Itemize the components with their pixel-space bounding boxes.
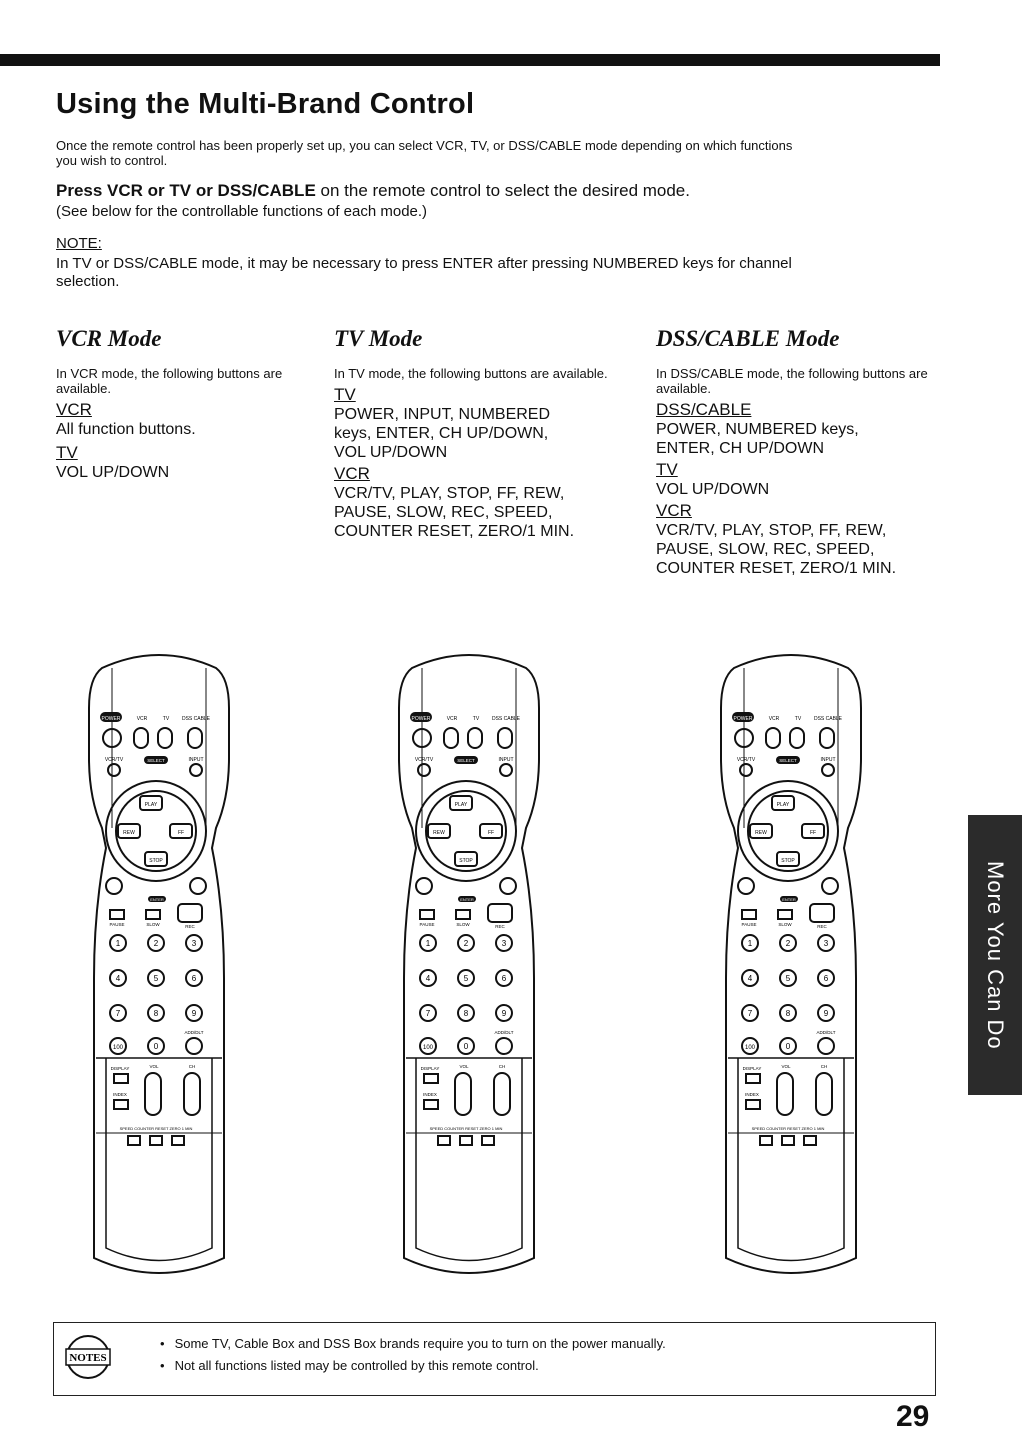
digit-1: 1 (425, 939, 431, 948)
ch-down-button (416, 878, 432, 894)
speed-button (438, 1136, 450, 1145)
ch-label: CH (498, 1064, 506, 1069)
dss-mode-heading: DSS/CABLE Mode (656, 326, 840, 351)
digit-5: 5 (463, 974, 469, 983)
digit-6: 6 (501, 974, 507, 983)
dss-mode-group-label: DSS/CABLE (656, 400, 752, 419)
vcr-mode-group-label: TV (56, 443, 78, 462)
index-label: INDEX (113, 1092, 127, 1097)
input-button (500, 764, 512, 776)
play-label: PLAY (144, 802, 158, 808)
tv-button (468, 728, 482, 748)
dss-label: DSS CABLE (181, 716, 211, 722)
vol-rocker (455, 1073, 471, 1115)
digit-4: 4 (747, 974, 753, 983)
input-button (190, 764, 202, 776)
rew-label: REW (755, 830, 767, 836)
note-label: NOTE: (56, 235, 102, 252)
vcr-button (134, 728, 148, 748)
remote-svg (394, 648, 544, 1280)
side-tab-label: More You Can Do (983, 860, 1008, 1050)
vcr-mode-group-label: VCR (56, 400, 92, 419)
digit-2: 2 (153, 939, 159, 948)
slow-label: SLOW (146, 922, 160, 927)
speed-counter-label: SPEED COUNTER RESET ZERO 1 MIN (429, 1126, 503, 1131)
vcr-label: VCR (768, 716, 780, 722)
vol-rocker (777, 1073, 793, 1115)
counter-reset-button (460, 1136, 472, 1145)
ch-label: CH (820, 1064, 828, 1069)
adddlt-label: ADD/DLT (184, 1030, 204, 1035)
remote-illustration-tv (394, 648, 544, 1280)
index-label: INDEX (423, 1092, 437, 1097)
digit-8: 8 (463, 1009, 469, 1018)
vcr-mode-heading: VCR Mode (56, 326, 162, 351)
vcrtv-button (418, 764, 430, 776)
input-button (822, 764, 834, 776)
ch-rocker (816, 1073, 832, 1115)
tv-mode-group-text: POWER, INPUT, NUMBERED keys, ENTER, CH UP/DOWN, VOL UP/DOWN (334, 406, 551, 461)
slow-button (146, 910, 160, 919)
digit-3: 3 (823, 939, 829, 948)
rew-label: REW (433, 830, 445, 836)
tv-button (790, 728, 804, 748)
dss-mode-group-text: VOL UP/DOWN (656, 481, 770, 498)
vcr-mode-column (56, 326, 286, 482)
select-label: SELECT (457, 758, 475, 763)
remote-inner-outline (738, 1058, 844, 1261)
notes-list-item: • Some TV, Cable Box and DSS Box brands require you to turn on the power manually. (172, 1333, 666, 1355)
vcr-mode-group-text: All function buttons. (56, 421, 196, 438)
ch-down-button (738, 878, 754, 894)
digit-7: 7 (747, 1009, 753, 1018)
dss-mode-group-label: VCR (656, 501, 692, 520)
display-button (746, 1074, 760, 1083)
vol-label: VOL (149, 1064, 159, 1069)
vcrtv-label: VCR/TV (736, 757, 756, 763)
digit-100: 100 (112, 1045, 124, 1051)
slow-button (778, 910, 792, 919)
dss-mode-group-text: VCR/TV, PLAY, STOP, FF, REW, PAUSE, SLOW, REC, SPEED, COUNTER RESET, ZERO/1 MIN. (656, 522, 897, 577)
stop-label: STOP (459, 858, 473, 864)
press-instruction-bold: Press VCR or TV or DSS/CABLE (56, 181, 316, 200)
digit-100: 100 (744, 1045, 756, 1051)
tv-mode-desc: In TV mode, the following buttons are available. (334, 366, 608, 381)
press-instruction (56, 181, 856, 201)
vcr-button (766, 728, 780, 748)
tv-mode-group-label: TV (334, 385, 356, 404)
digit-5: 5 (153, 974, 159, 983)
rec-button (178, 904, 202, 922)
notes-badge-icon (64, 1333, 112, 1381)
slow-label: SLOW (456, 922, 470, 927)
digit-1: 1 (747, 939, 753, 948)
ch-rocker (494, 1073, 510, 1115)
select-label: SELECT (779, 758, 797, 763)
remote-svg (84, 648, 234, 1280)
display-button (114, 1074, 128, 1083)
vol-label: VOL (459, 1064, 469, 1069)
page-title: Using the Multi-Brand Control (56, 88, 475, 120)
remote-inner-outline (416, 1058, 522, 1261)
stop-label: STOP (149, 858, 163, 864)
enter-label: ENTER (782, 897, 796, 902)
vcr-mode-desc: In VCR mode, the following buttons are available. (56, 366, 283, 396)
note-text: In TV or DSS/CABLE mode, it may be necessary to press ENTER after pressing NUMBERED keys for channel selection. (56, 255, 792, 290)
vol-rocker (145, 1073, 161, 1115)
digit-9: 9 (501, 1009, 507, 1018)
display-label: DISPLAY (742, 1066, 762, 1071)
ff-label: FF (487, 830, 495, 836)
notes-list (172, 1333, 666, 1377)
zero-button (482, 1136, 494, 1145)
dss-button (188, 728, 202, 748)
digit-8: 8 (785, 1009, 791, 1018)
ch-up-button (822, 878, 838, 894)
rec-label: REC (185, 924, 195, 929)
dss-mode-column (656, 326, 946, 578)
zero-button (804, 1136, 816, 1145)
display-label: DISPLAY (110, 1066, 130, 1071)
vcrtv-label: VCR/TV (104, 757, 124, 763)
digit-2: 2 (785, 939, 791, 948)
counter-reset-button (782, 1136, 794, 1145)
section-side-tab (968, 815, 1022, 1095)
vcrtv-label: VCR/TV (414, 757, 434, 763)
slow-button (456, 910, 470, 919)
index-button (746, 1100, 760, 1109)
dss-button (498, 728, 512, 748)
tv-mode-column (334, 326, 614, 541)
vcr-mode-group-text: VOL UP/DOWN (56, 464, 170, 481)
pause-button (742, 910, 756, 919)
digit-3: 3 (501, 939, 507, 948)
speed-button (128, 1136, 140, 1145)
ch-down-button (106, 878, 122, 894)
tv-mode-group-text: VCR/TV, PLAY, STOP, FF, REW, PAUSE, SLOW, REC, SPEED, COUNTER RESET, ZERO/1 MIN. (334, 485, 575, 540)
dss-mode-group-text: POWER, NUMBERED keys, ENTER, CH UP/DOWN (656, 421, 859, 457)
remote-illustration-dss (716, 648, 866, 1280)
pause-label: PAUSE (419, 922, 435, 927)
rec-button (488, 904, 512, 922)
digit-0: 0 (463, 1042, 469, 1051)
rec-button (810, 904, 834, 922)
display-button (424, 1074, 438, 1083)
vcr-button (444, 728, 458, 748)
see-below-text: (See below for the controllable functions of each mode.) (56, 203, 428, 220)
input-label: INPUT (498, 757, 514, 763)
tv-label: TV (162, 716, 170, 722)
stop-label: STOP (781, 858, 795, 864)
dss-mode-desc: In DSS/CABLE mode, the following buttons are available. (656, 366, 928, 396)
page-number: 29 (896, 1400, 930, 1433)
vcrtv-button (108, 764, 120, 776)
vol-label: VOL (781, 1064, 791, 1069)
display-label: DISPLAY (420, 1066, 440, 1071)
adddlt-label: ADD/DLT (816, 1030, 836, 1035)
ch-up-button (500, 878, 516, 894)
notes-list-item: • Not all functions listed may be controlled by this remote control. (172, 1355, 666, 1377)
digit-0: 0 (785, 1042, 791, 1051)
select-label: SELECT (147, 758, 165, 763)
pause-label: PAUSE (741, 922, 757, 927)
pause-button (420, 910, 434, 919)
digit-4: 4 (425, 974, 431, 983)
power-label: POWER (733, 716, 753, 722)
rec-label: REC (495, 924, 505, 929)
digit-9: 9 (823, 1009, 829, 1018)
pause-button (110, 910, 124, 919)
remote-illustration-vcr (84, 648, 234, 1280)
play-label: PLAY (776, 802, 790, 808)
tv-button (158, 728, 172, 748)
ch-up-button (190, 878, 206, 894)
adddlt-label: ADD/DLT (494, 1030, 514, 1035)
digit-5: 5 (785, 974, 791, 983)
tv-label: TV (794, 716, 802, 722)
pause-label: PAUSE (109, 922, 125, 927)
input-label: INPUT (188, 757, 204, 763)
speed-counter-label: SPEED COUNTER RESET ZERO 1 MIN (751, 1126, 825, 1131)
digit-4: 4 (115, 974, 121, 983)
index-label: INDEX (745, 1092, 759, 1097)
speed-button (760, 1136, 772, 1145)
dss-label: DSS CABLE (491, 716, 521, 722)
dss-label: DSS CABLE (813, 716, 843, 722)
press-instruction-rest: on the remote control to select the desired mode. (315, 181, 690, 200)
ff-label: FF (809, 830, 817, 836)
rec-label: REC (817, 924, 827, 929)
digit-0: 0 (153, 1042, 159, 1051)
dss-mode-group-label: TV (656, 460, 678, 479)
vcr-label: VCR (136, 716, 148, 722)
enter-label: ENTER (460, 897, 474, 902)
play-label: PLAY (454, 802, 468, 808)
dss-button (820, 728, 834, 748)
digit-1: 1 (115, 939, 121, 948)
digit-7: 7 (425, 1009, 431, 1018)
digit-6: 6 (823, 974, 829, 983)
tv-mode-heading: TV Mode (334, 326, 423, 351)
intro-paragraph: Once the remote control has been properly set up, you can select VCR, TV, or DSS/CABLE mode depending on which functions you wish to control. (56, 138, 793, 168)
notes-box (53, 1322, 936, 1396)
speed-counter-label: SPEED COUNTER RESET ZERO 1 MIN (119, 1126, 193, 1131)
tv-label: TV (472, 716, 480, 722)
rew-label: REW (123, 830, 135, 836)
zero-button (172, 1136, 184, 1145)
digit-9: 9 (191, 1009, 197, 1018)
vcr-label: VCR (446, 716, 458, 722)
digit-100: 100 (422, 1045, 434, 1051)
index-button (424, 1100, 438, 1109)
header-rule (0, 54, 940, 66)
power-label: POWER (101, 716, 121, 722)
digit-8: 8 (153, 1009, 159, 1018)
ch-label: CH (188, 1064, 196, 1069)
notes-badge-label: NOTES (69, 1352, 107, 1364)
digit-3: 3 (191, 939, 197, 948)
vcrtv-button (740, 764, 752, 776)
ff-label: FF (177, 830, 185, 836)
counter-reset-button (150, 1136, 162, 1145)
ch-rocker (184, 1073, 200, 1115)
input-label: INPUT (820, 757, 836, 763)
remote-inner-outline (106, 1058, 212, 1261)
digit-2: 2 (463, 939, 469, 948)
remote-svg (716, 648, 866, 1280)
power-label: POWER (411, 716, 431, 722)
digit-6: 6 (191, 974, 197, 983)
tv-mode-group-label: VCR (334, 464, 370, 483)
index-button (114, 1100, 128, 1109)
enter-label: ENTER (150, 897, 164, 902)
digit-7: 7 (115, 1009, 121, 1018)
slow-label: SLOW (778, 922, 792, 927)
